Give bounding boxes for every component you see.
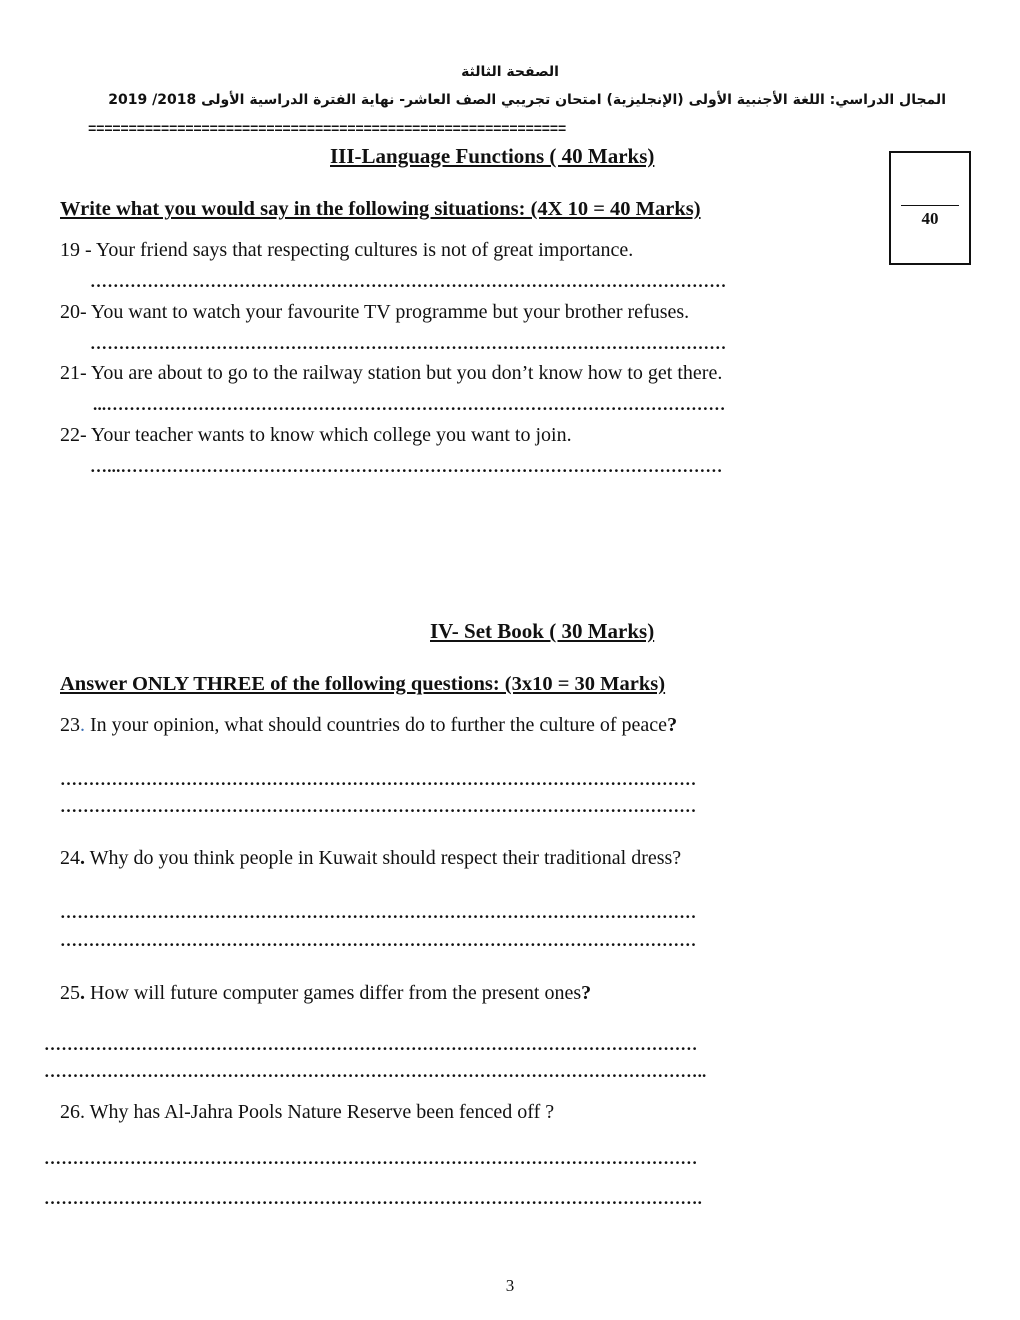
question-number: 23 <box>60 714 80 736</box>
question-21 <box>60 362 722 385</box>
section3-instruction: Write what you would say in the following situations: (4X 10 = 40 Marks) <box>60 198 701 220</box>
question-26 <box>60 1101 554 1124</box>
answer-line[interactable]: ………………………………………………………………………………………………… <box>60 903 697 922</box>
question-text: Why do you think people in Kuwait should respect their traditional dress? <box>85 847 682 869</box>
question-text: - Your friend says that respecting cultures is not of great importance. <box>80 239 634 261</box>
question-20 <box>60 301 689 324</box>
question-text: Why has Al-Jahra Pools Nature Reserve been fenced off ? <box>85 1101 555 1123</box>
question-22 <box>60 424 572 447</box>
question-number: 20- <box>60 301 87 323</box>
question-number: 21- <box>60 362 87 384</box>
answer-line[interactable]: ………………………………………………………………………………………………… <box>60 931 697 950</box>
question-text: You are about to go to the railway station but you don’t know how to get there. <box>86 362 723 384</box>
question-separator: . <box>80 714 85 736</box>
subject-line: المجال الدراسي: اللغة الأجنبية الأولى (الإنجليزية) امتحان تجريبي الصف العاشر- نهاية الفترة الدراسية الأولى 2018/ 2019 <box>108 92 946 108</box>
question-number: 25 <box>60 982 80 1004</box>
page-label: الصفحة الثالثة <box>461 64 559 80</box>
question-number: 26 <box>60 1101 80 1123</box>
question-text: Your teacher wants to know which college you want to join. <box>86 424 572 446</box>
question-23 <box>60 714 677 737</box>
question-text: In your opinion, what should countries do to further the culture of peace <box>85 714 668 736</box>
answer-line[interactable]: …………………………………………………………………………………………………… <box>44 1149 698 1168</box>
answer-line[interactable]: ……………………………………………………………………………………………………. <box>44 1189 703 1208</box>
mark-box-line <box>901 205 959 206</box>
answer-line[interactable]: ………………………………………………………………………………………………… <box>90 334 727 353</box>
mark-box <box>889 151 971 265</box>
question-number: 22- <box>60 424 87 446</box>
section4-instruction: Answer ONLY THREE of the following questions: (3x10 = 30 Marks) <box>60 673 666 695</box>
question-separator: . <box>80 847 85 869</box>
question-number: 19 <box>60 239 80 261</box>
question-separator: . <box>80 1101 85 1123</box>
answer-line[interactable]: ………………………………………………………………………………………………… <box>90 272 727 291</box>
question-mark: ? <box>581 982 592 1004</box>
header-separator: =========================================================== <box>88 122 566 138</box>
section4-title: IV- Set Book ( 30 Marks) <box>430 619 655 643</box>
answer-line[interactable]: …...…………………………………………………………………………………………… <box>90 457 723 476</box>
question-24 <box>60 847 681 870</box>
section3-title: III-Language Functions ( 40 Marks) <box>330 144 655 168</box>
question-text: You want to watch your favourite TV programme but your brother refuses. <box>86 301 690 323</box>
question-mark: ? <box>667 714 678 736</box>
answer-line[interactable]: ………………………………………………………………………………………………… <box>60 770 697 789</box>
question-separator: . <box>80 982 85 1004</box>
answer-line[interactable]: ...……………………………………………………………………………………………… <box>93 395 726 414</box>
answer-line[interactable]: …………………………………………………………………………………………………….. <box>44 1062 707 1081</box>
question-25 <box>60 982 591 1005</box>
mark-box-value: 40 <box>921 209 939 228</box>
page-number: 3 <box>505 1276 515 1295</box>
answer-line[interactable]: …………………………………………………………………………………………………… <box>44 1035 698 1054</box>
answer-line[interactable]: ………………………………………………………………………………………………… <box>60 797 697 816</box>
question-text: How will future computer games differ from the present ones <box>85 982 582 1004</box>
question-number: 24 <box>60 847 80 869</box>
question-19 <box>60 239 633 262</box>
